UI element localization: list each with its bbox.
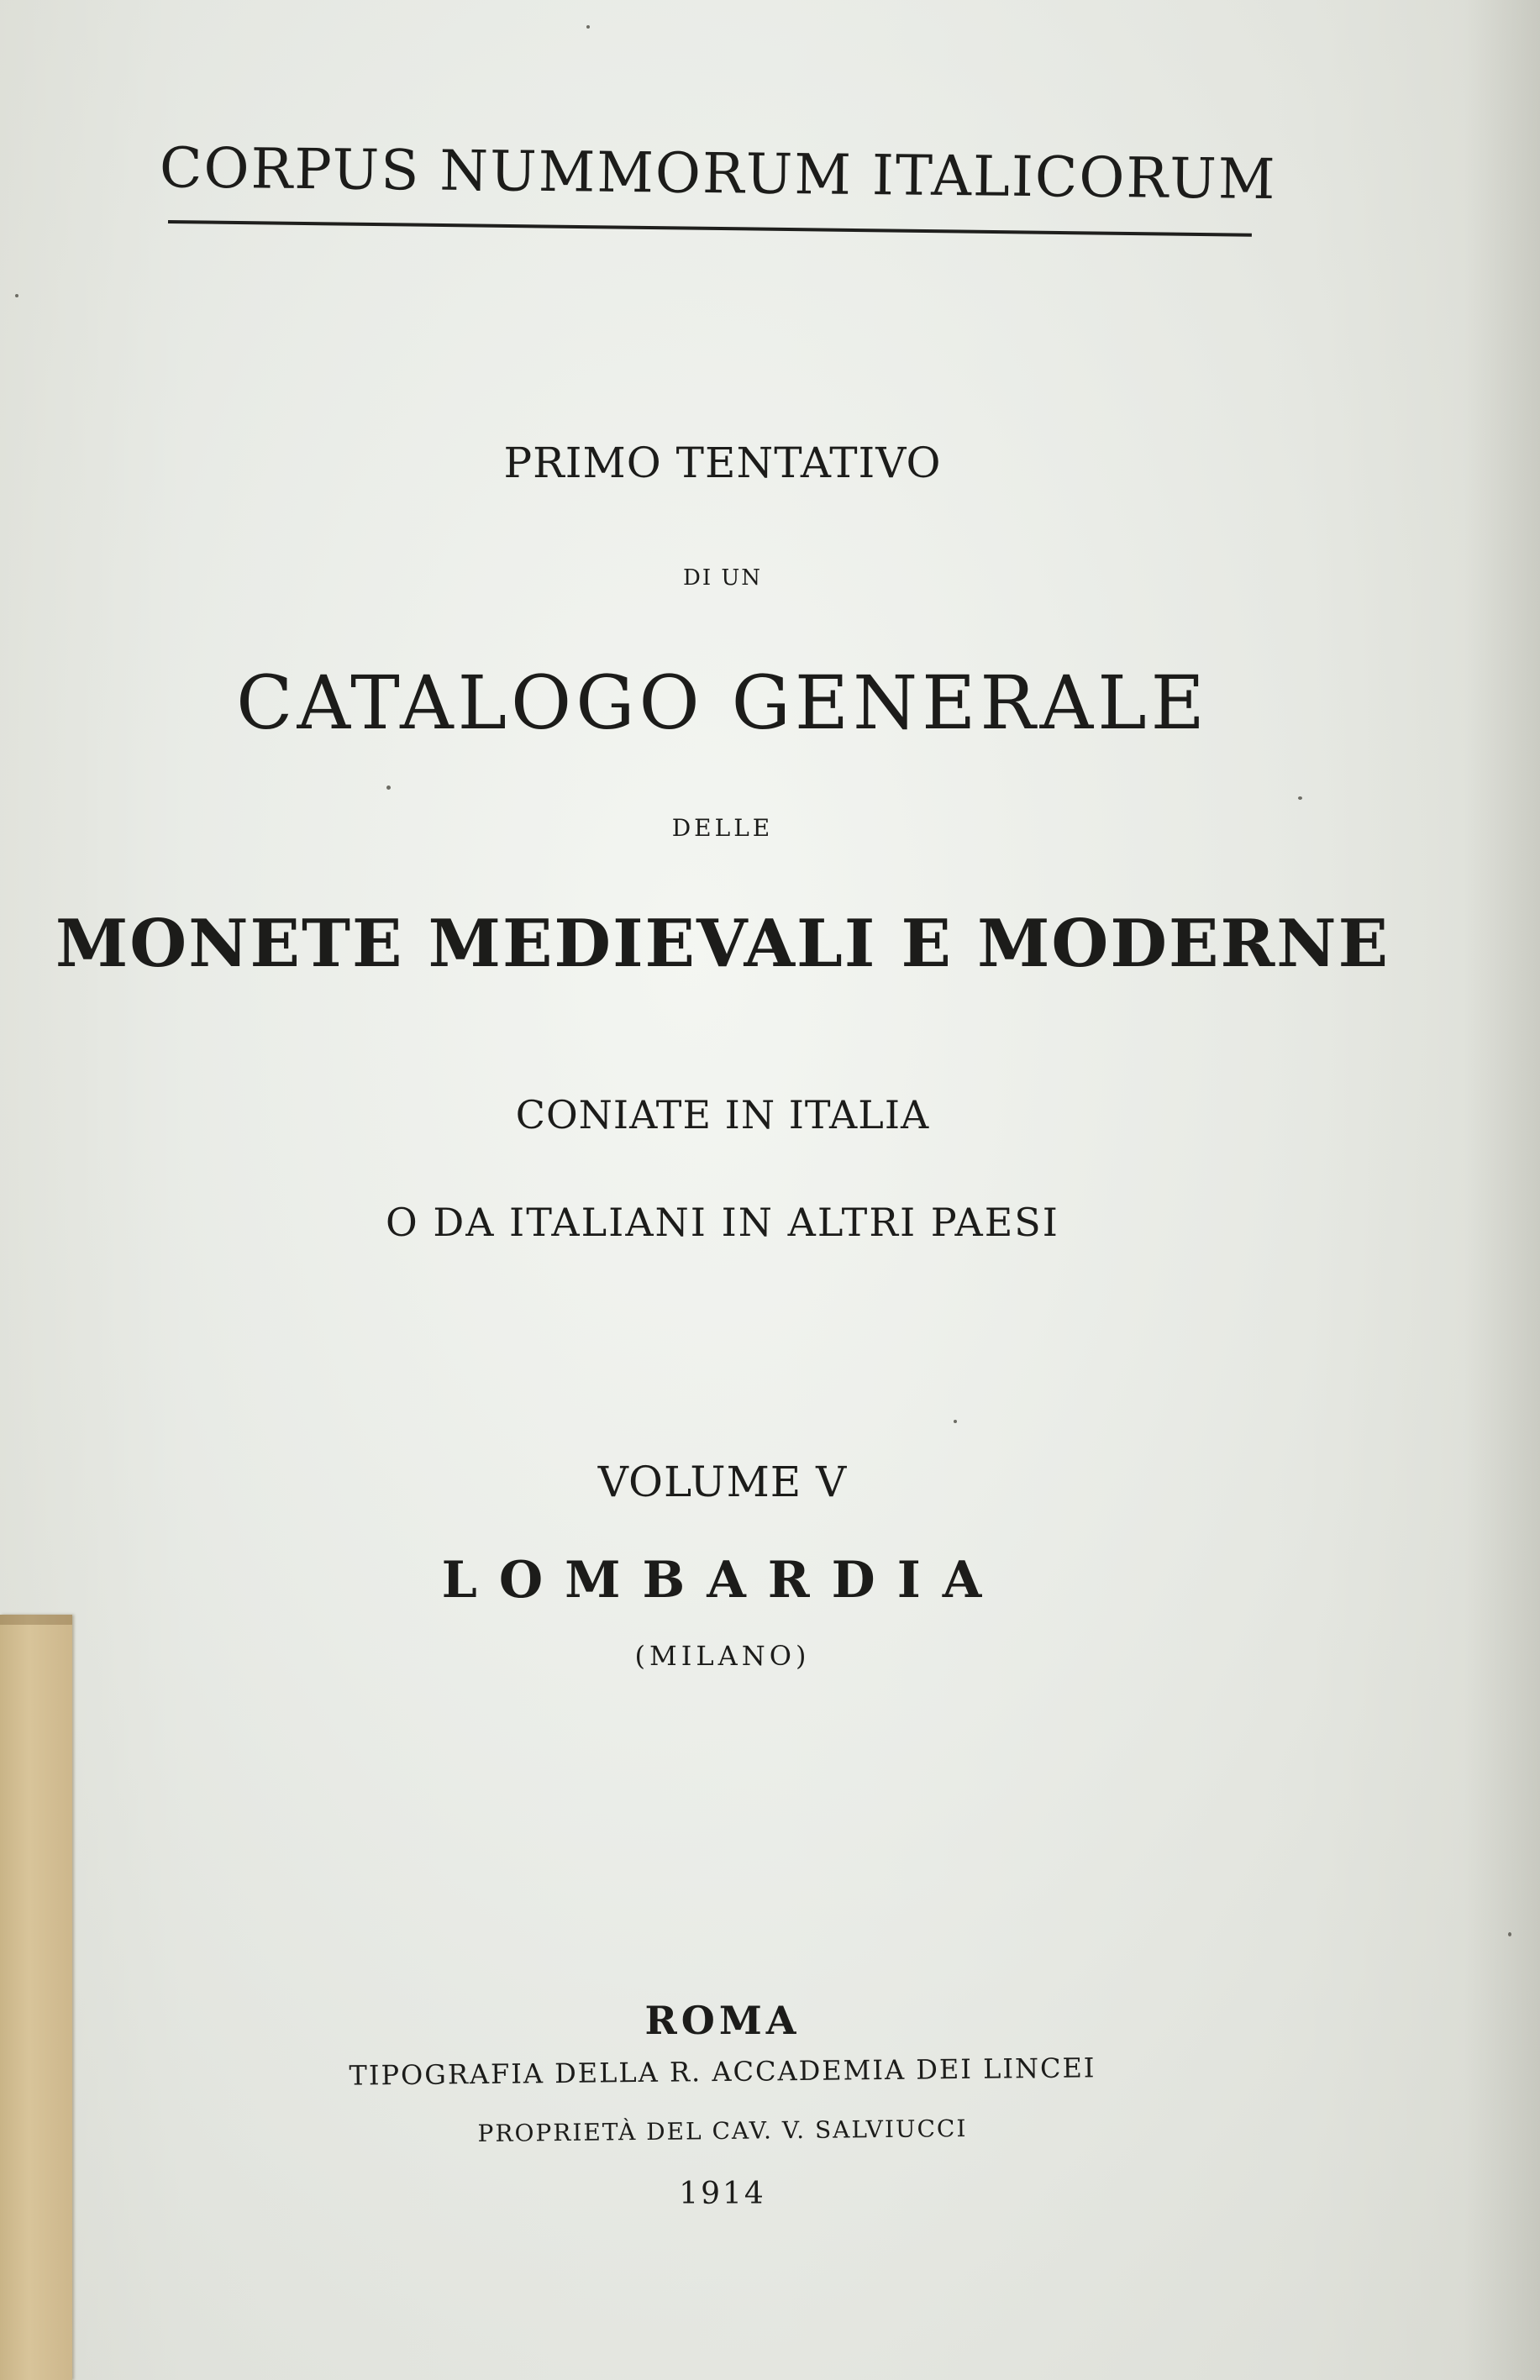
imprint-place: ROMA xyxy=(644,1998,801,2043)
paper-speck xyxy=(954,1420,957,1423)
paper-speck xyxy=(586,25,590,29)
library-tape-edge xyxy=(0,1615,72,1625)
paper-speck xyxy=(15,294,18,297)
city-subtitle: (MILANO) xyxy=(634,1640,811,1672)
imprint-owner: PROPRIETÀ DEL CAV. V. SALVIUCCI xyxy=(477,2114,968,2148)
paper-speck xyxy=(1298,796,1302,800)
region-title: LOMBARDIA xyxy=(441,1551,1004,1610)
library-tape-strip xyxy=(0,1615,72,2380)
main-title-catalogo: CATALOGO GENERALE xyxy=(236,659,1209,746)
subtitle-italiani: O DA ITALIANI IN ALTRI PAESI xyxy=(386,1200,1059,1245)
paper-speck xyxy=(386,785,391,790)
subtitle-coniate: CONIATE IN ITALIA xyxy=(515,1092,930,1137)
subtitle-di-un: DI UN xyxy=(682,565,763,591)
paper-speck xyxy=(1508,1932,1511,1936)
volume-label: VOLUME V xyxy=(597,1458,848,1506)
page-edge-shadow xyxy=(1464,0,1540,2380)
series-title: CORPUS NUMMORUM ITALICORUM xyxy=(159,135,1277,213)
subtitle-primo-tentativo: PRIMO TENTATIVO xyxy=(503,439,942,487)
main-title-monete: MONETE MEDIEVALI E MODERNE xyxy=(55,906,1390,982)
imprint-year: 1914 xyxy=(679,2177,766,2211)
subtitle-delle: DELLE xyxy=(671,814,774,842)
series-title-underline xyxy=(168,220,1252,237)
imprint-printer: TIPOGRAFIA DELLA R. ACCADEMIA DEI LINCEI xyxy=(349,2052,1096,2092)
